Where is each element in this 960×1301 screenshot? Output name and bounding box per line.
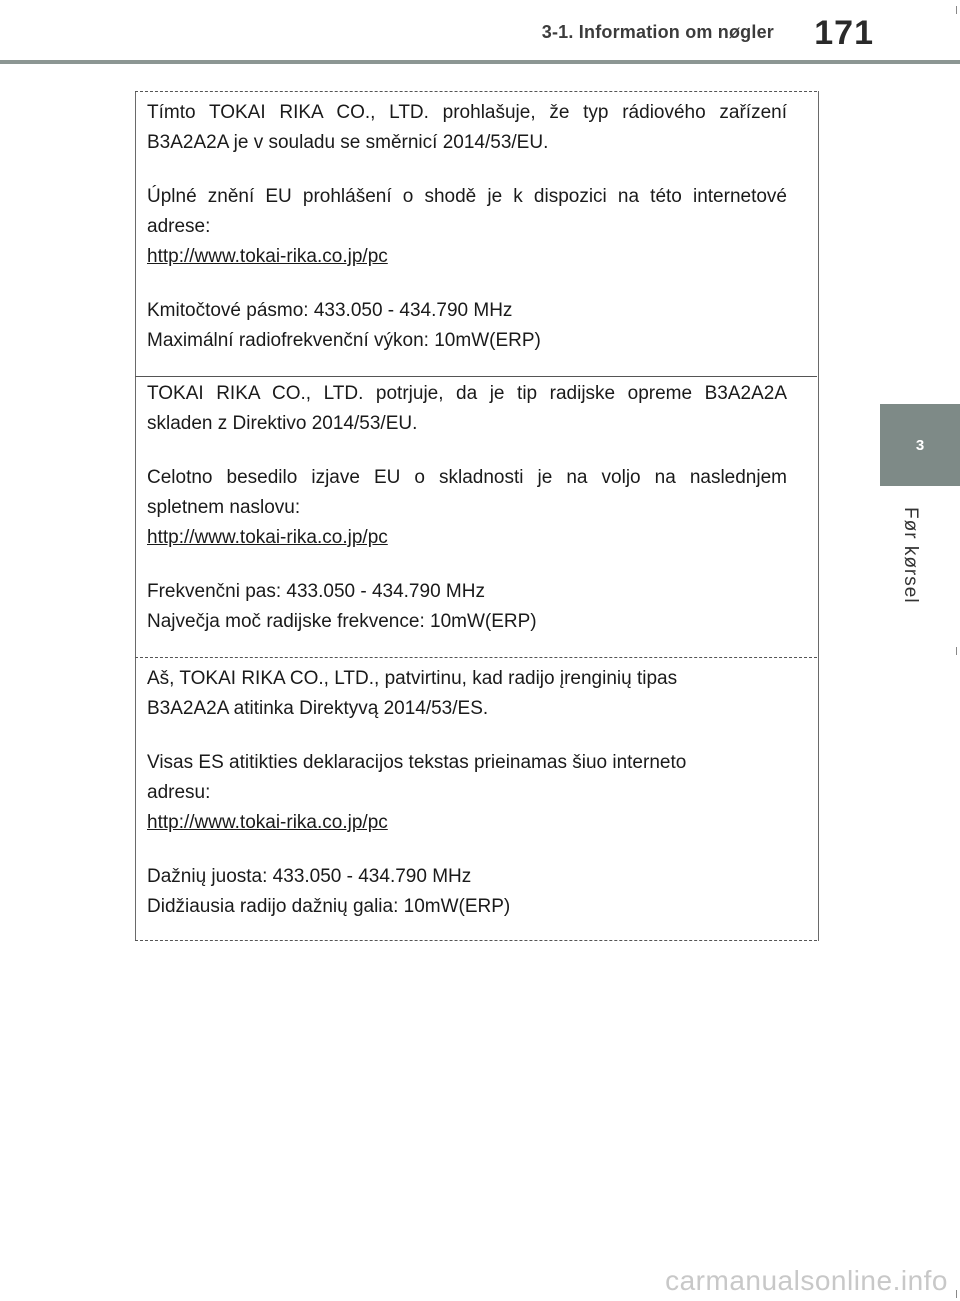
frequency-band: Kmitočtové pásmo: 433.050 - 434.790 MHz	[147, 300, 513, 321]
chapter-label: Før kørsel	[900, 506, 921, 604]
crop-mark	[956, 647, 957, 655]
declaration-text: Úplné znění EU prohlášení o shodě je k dispozici na této internetové	[147, 186, 787, 207]
page-number: 171	[814, 14, 874, 52]
frequency-band: Frekvenčni pas: 433.050 - 434.790 MHz	[147, 581, 485, 602]
declaration-section-czech	[135, 91, 817, 377]
chapter-tab[interactable]	[880, 404, 960, 486]
max-power: Didžiausia radijo dažnių galia: 10mW(ERP)	[147, 896, 511, 917]
declaration-text: B3A2A2A atitinka Direktyvą 2014/53/ES.	[147, 698, 489, 719]
declaration-text: adrese:	[147, 216, 211, 237]
declaration-text: B3A2A2A je v souladu se směrnicí 2014/53/EU.	[147, 132, 549, 153]
declaration-link[interactable]: http://www.tokai-rika.co.jp/pc	[147, 812, 388, 833]
header-rule	[0, 60, 960, 64]
section-title: 3-1. Information om nøgler	[541, 22, 774, 42]
max-power: Največja moč radijske frekvence: 10mW(ERP)	[147, 611, 537, 632]
declaration-text: Aš, TOKAI RIKA CO., LTD., patvirtinu, kad radijo įrenginių tipas	[147, 668, 678, 689]
declaration-text: skladen z Direktivo 2014/53/EU.	[147, 413, 418, 434]
crop-mark	[956, 6, 957, 14]
declaration-text: Visas ES atitikties deklaracijos tekstas prieinamas šiuo interneto	[147, 752, 687, 773]
declaration-link[interactable]: http://www.tokai-rika.co.jp/pc	[147, 246, 388, 267]
declaration-text: Tímto TOKAI RIKA CO., LTD. prohlašuje, že typ rádiového zařízení	[147, 102, 787, 123]
chapter-number: 3	[915, 436, 925, 454]
declaration-section-slovenian	[135, 373, 817, 658]
declaration-text: spletnem naslovu:	[147, 497, 301, 518]
declaration-link[interactable]: http://www.tokai-rika.co.jp/pc	[147, 527, 388, 548]
watermark: carmanualsonline.info	[665, 1265, 948, 1296]
declaration-text: Celotno besedilo izjave EU o skladnosti je na voljo na naslednjem	[147, 467, 787, 488]
max-power: Maximální radiofrekvenční výkon: 10mW(ERP)	[147, 330, 541, 351]
frequency-band: Dažnių juosta: 433.050 - 434.790 MHz	[147, 866, 472, 887]
crop-mark	[956, 1290, 957, 1298]
declaration-section-lithuanian	[135, 657, 817, 940]
declaration-text: TOKAI RIKA CO., LTD. potrjuje, da je tip radijske opreme B3A2A2A	[147, 383, 787, 404]
box-bottom-rule	[135, 940, 817, 941]
declaration-text: adresu:	[147, 782, 211, 803]
